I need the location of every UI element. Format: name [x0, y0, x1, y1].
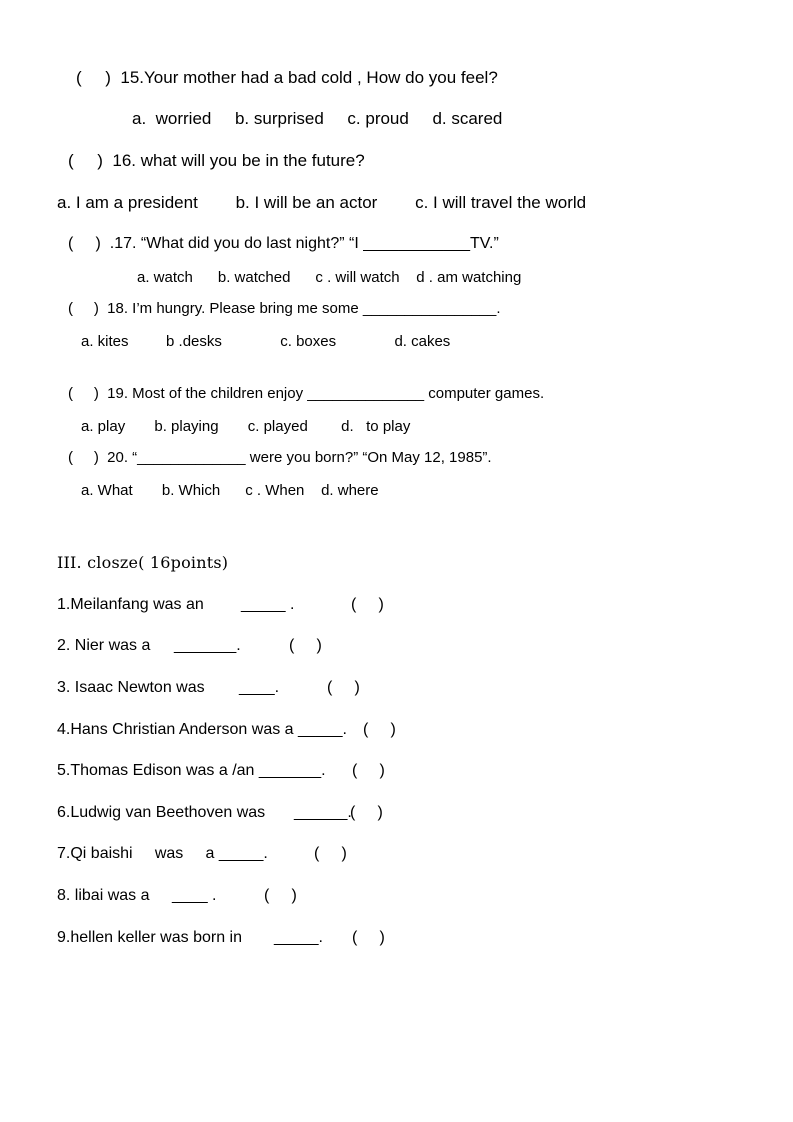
- question-20-options: a. What b. Which c . When d. where: [81, 482, 379, 499]
- cloze-item-6-paren: ( ): [350, 804, 383, 821]
- cloze-item-1-text: 1.Meilanfang was an: [57, 596, 204, 613]
- cloze-item-1-paren: ( ): [351, 596, 384, 613]
- cloze-item-5-paren: ( ): [352, 762, 385, 779]
- question-18-stem: ( ) 18. I’m hungry. Please bring me some ________________.: [68, 300, 501, 317]
- cloze-item-8-blank: ____ .: [172, 887, 217, 904]
- cloze-item-9-blank: _____.: [274, 929, 323, 946]
- cloze-item-3-paren: ( ): [327, 679, 360, 696]
- cloze-item-6-blank: ______.: [294, 804, 352, 821]
- question-20-stem: ( ) 20. “_____________ were you born?” “On May 12, 1985”.: [68, 449, 492, 466]
- cloze-item-6-text: 6.Ludwig van Beethoven was: [57, 804, 266, 821]
- cloze-item-3-text: 3. Isaac Newton was: [57, 679, 205, 696]
- cloze-item-2-paren: ( ): [289, 637, 322, 654]
- cloze-item-8-paren: ( ): [264, 887, 297, 904]
- question-19-stem: ( ) 19. Most of the children enjoy ______________ computer games.: [68, 385, 545, 402]
- question-17-stem: ( ) .17. “What did you do last night?” “I ____________TV.”: [68, 235, 499, 252]
- cloze-item-2-text: 2. Nier was a: [57, 637, 151, 654]
- cloze-item-7-text: 7.Qi baishi was a _____.: [57, 845, 268, 862]
- question-15-stem: ( ) 15.Your mother had a bad cold , How do you feel?: [76, 68, 498, 87]
- cloze-item-2-blank: _______.: [174, 637, 241, 654]
- cloze-item-1-blank: _____ .: [241, 596, 295, 613]
- cloze-item-7-paren: ( ): [314, 845, 347, 862]
- cloze-item-5-text: 5.Thomas Edison was a /an _______.: [57, 762, 326, 779]
- question-19-options: a. play b. playing c. played d. to play: [81, 418, 411, 435]
- cloze-item-9-paren: ( ): [352, 929, 385, 946]
- question-16-stem: ( ) 16. what will you be in the future?: [68, 151, 365, 170]
- question-17-options: a. watch b. watched c . will watch d . am watching: [137, 269, 522, 286]
- cloze-item-4-paren: ( ): [363, 721, 396, 738]
- question-18-options: a. kites b .desks c. boxes d. cakes: [81, 333, 451, 350]
- cloze-item-8-text: 8. libai was a: [57, 887, 150, 904]
- cloze-item-4-text: 4.Hans Christian Anderson was a _____.: [57, 721, 347, 738]
- question-16-options: a. I am a president b. I will be an actor c. I will travel the world: [57, 193, 587, 212]
- question-15-options: a. worried b. surprised c. proud d. scared: [132, 109, 503, 128]
- cloze-item-9-text: 9.hellen keller was born in: [57, 929, 242, 946]
- cloze-item-3-blank: ____.: [239, 679, 280, 696]
- cloze-heading: III. closze( 16points): [57, 553, 229, 572]
